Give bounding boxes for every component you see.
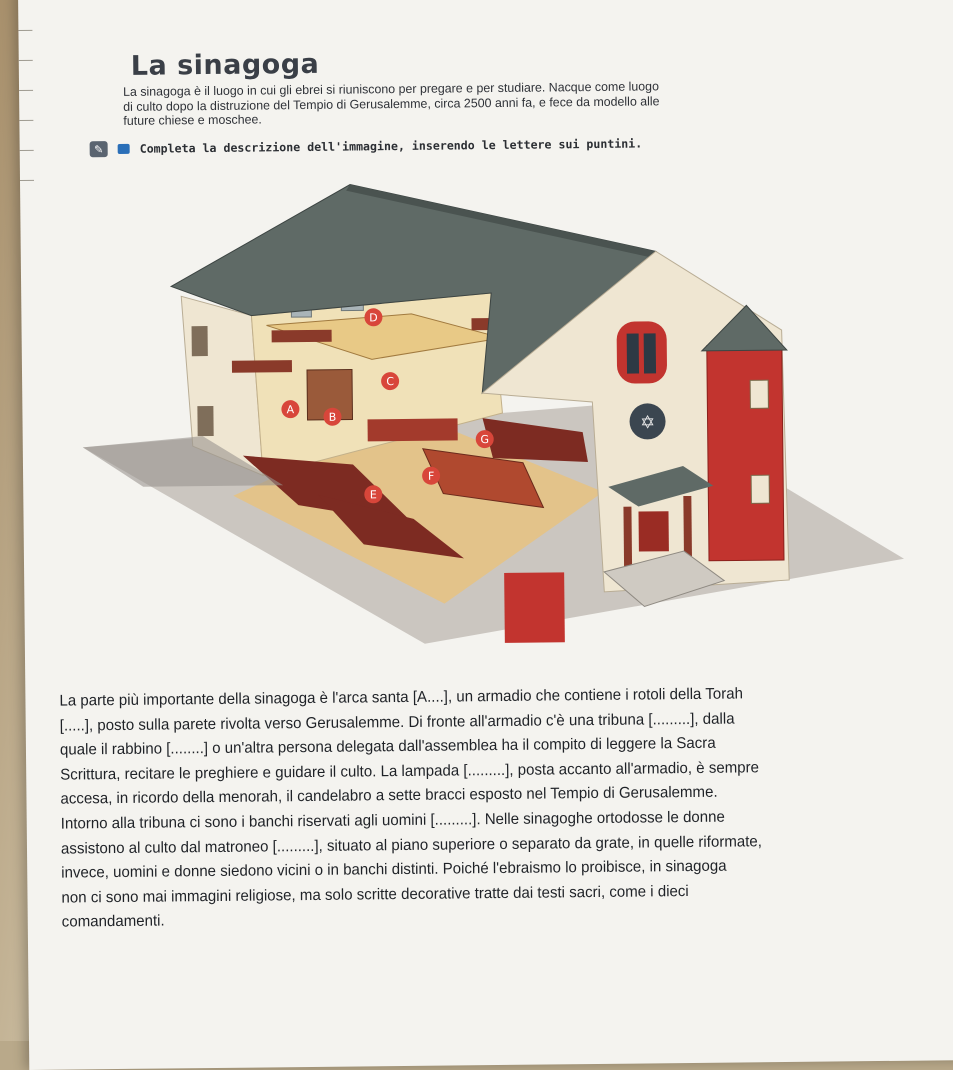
- intro-paragraph: [123, 78, 783, 129]
- description-line: Intorno alla tribuna ci sono i banchi riservati agli uomini [.........]. Nelle sinagoghe ortodosse le donne: [60, 808, 725, 833]
- porch-column: [623, 507, 632, 567]
- svg-text:B: B: [328, 410, 337, 424]
- intro-line: di culto dopo la distruzione del Tempio di Gerusalemme, circa 2500 anni fa, e fece da modello alle: [123, 93, 660, 114]
- description-line: non ci sono mai immagini religiose, ma solo scritte decorative tratte dai testi sacri, come i dieci: [61, 882, 689, 907]
- star-of-david-icon: ✡: [639, 412, 656, 434]
- description-line: [.....], posto sulla parete rivolta verso Gerusalemme. Di fronte all'armadio c'è una tribuna [.........], dalla: [59, 710, 735, 735]
- arched-window-pane: [627, 334, 639, 374]
- description-paragraph: [59, 681, 930, 936]
- description-line: Scrittura, recitare le preghiere e guidare il culto. La lampada [.........], posta accanto all'armadio, è sempre: [60, 759, 760, 784]
- arched-window: [617, 321, 668, 384]
- svg-text:E: E: [369, 488, 377, 502]
- exercise-book-icon: ✎: [90, 141, 108, 157]
- description-line: invece, uomini e donne siedono vicini o in banchi distinti. Poiché l'ebraismo lo proibisce, in sinagoga: [61, 857, 727, 882]
- tower-window: [750, 380, 768, 408]
- arched-window-pane: [644, 333, 656, 373]
- gallery-bench: [232, 360, 292, 373]
- intro-line: future chiese e moschee.: [123, 112, 262, 129]
- front-wall-cutaway: [504, 572, 565, 643]
- entrance-door: [638, 511, 668, 551]
- svg-text:G: G: [480, 433, 490, 447]
- exercise-instruction: Completa la descrizione dell'immagine, inserendo le lettere sui puntini.: [139, 136, 643, 156]
- synagogue-illustration: [80, 159, 925, 668]
- exercise-marker-icon: [118, 144, 130, 154]
- page-title: La sinagoga: [130, 48, 320, 82]
- gallery-bench: [272, 330, 332, 343]
- intro-line: La sinagoga è il luogo in cui gli ebrei si riuniscono per pregare e per studiare. Nacque come luogo: [122, 79, 660, 99]
- worksheet-page: [18, 0, 953, 1070]
- description-line: assistono al culto dal matroneo [.........], situato al piano superiore o separato da grate, in quelle riformate,: [60, 832, 763, 858]
- porch-column: [683, 496, 692, 556]
- svg-text:D: D: [369, 311, 378, 325]
- description-line: La parte più importante della sinagoga è l'arca santa [A....], un armadio che contiene i rotoli della Torah: [59, 685, 744, 710]
- description-line: quale il rabbino [........] o un'altra persona delegata dall'assemblea ha il compito di leggere la Sacra: [59, 734, 716, 759]
- tower: [707, 345, 784, 561]
- window: [197, 406, 213, 436]
- svg-text:A: A: [286, 403, 295, 417]
- description-line: accesa, in ricordo della menorah, il candelabro a sette bracci esposto nel Tempio di Gerusalemme.: [60, 784, 718, 808]
- exercise-instruction-row: [90, 135, 643, 157]
- svg-text:C: C: [386, 375, 395, 389]
- window: [192, 326, 208, 356]
- bimah-rail: [368, 418, 458, 441]
- tower-window: [751, 475, 769, 503]
- svg-text:F: F: [427, 469, 435, 483]
- description-line: comandamenti.: [61, 912, 165, 931]
